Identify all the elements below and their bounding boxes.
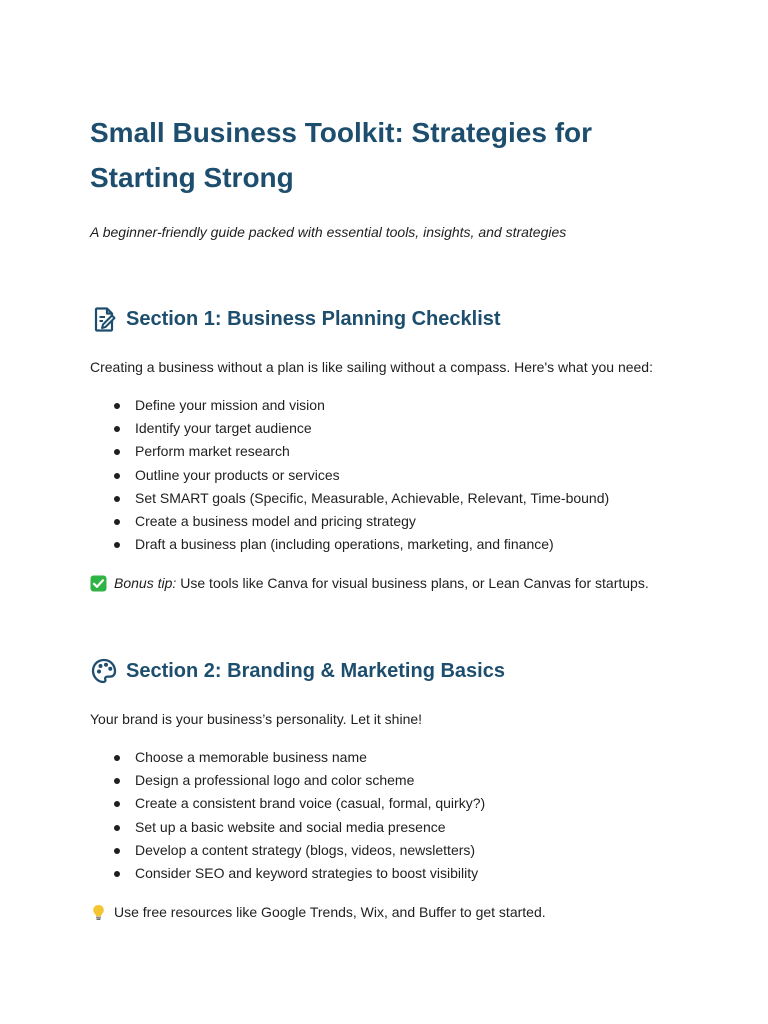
list-item-text: Consider SEO and keyword strategies to boost visibility <box>135 864 479 881</box>
bonus-tip-label: Bonus tip: <box>114 575 177 591</box>
bullet <box>114 496 120 502</box>
list-item <box>90 816 485 839</box>
bullet <box>114 825 120 831</box>
bullet <box>114 848 120 854</box>
list-item-text: Set SMART goals (Specific, Measurable, Achievable, Relevant, Time-bound) <box>135 489 610 506</box>
list-item <box>90 464 609 487</box>
list-item <box>90 862 485 885</box>
document-subtitle: A beginner-friendly guide packed with essential tools, insights, and strategies <box>90 224 567 240</box>
lightbulb-icon <box>90 904 107 921</box>
bullet <box>114 871 120 877</box>
bullet <box>114 403 120 409</box>
bullet <box>114 801 120 807</box>
bullet <box>114 519 120 525</box>
list-item <box>90 769 485 792</box>
palette-icon <box>90 657 118 685</box>
list-item-text: Choose a memorable business name <box>135 749 367 765</box>
list-item <box>90 510 609 533</box>
section-2-heading <box>90 655 505 687</box>
list-item <box>90 792 485 815</box>
bonus-tip-text: Use tools like Canva for visual business plans, or Lean Canvas for startups. <box>180 575 649 591</box>
section-1-heading <box>90 303 501 335</box>
section-1-list <box>90 394 609 556</box>
list-item <box>90 746 485 769</box>
document-title: Small Business Toolkit: Strategies for Starting Strong <box>90 117 593 193</box>
section-2-list <box>90 746 485 885</box>
list-item-text: Design a professional logo and color scheme <box>135 772 415 789</box>
list-item-text: Define your mission and vision <box>135 397 325 413</box>
list-item <box>90 440 609 463</box>
bullet <box>114 473 120 479</box>
section-1-bonus-tip <box>90 573 649 593</box>
bullet <box>114 755 120 761</box>
bullet <box>114 449 120 455</box>
list-item-text: Identify your target audience <box>135 420 312 437</box>
list-item-text: Set up a basic website and social media presence <box>135 818 446 835</box>
bullet <box>114 542 120 548</box>
section-2-intro: Your brand is your business’s personality. Let it shine! <box>90 711 423 727</box>
list-item-text: Outline your products or services <box>135 466 340 483</box>
bullet <box>114 778 120 784</box>
list-item-text: Develop a content strategy (blogs, videos, newsletters) <box>135 841 476 858</box>
list-item <box>90 417 609 440</box>
document-edit-icon <box>90 305 118 333</box>
list-item-text: Draft a business plan (including operations, marketing, and finance) <box>135 536 554 553</box>
section-1-heading-text: Section 1: Business Planning Checklist <box>126 307 501 330</box>
section-1-intro: Creating a business without a plan is like sailing without a compass. Here's what you need: <box>90 359 653 375</box>
section-2-heading-text: Section 2: Branding & Marketing Basics <box>126 659 505 682</box>
list-item-text: Create a business model and pricing strategy <box>135 512 416 529</box>
list-item <box>90 839 485 862</box>
list-item <box>90 533 609 556</box>
list-item-text: Perform market research <box>135 443 290 460</box>
list-item <box>90 394 609 417</box>
bullet <box>114 426 120 432</box>
tip-text: Use free resources like Google Trends, Wix, and Buffer to get started. <box>114 904 546 920</box>
list-item-text: Create a consistent brand voice (casual, formal, quirky?) <box>135 795 486 812</box>
section-2-tip <box>90 902 546 922</box>
check-mark-icon <box>90 575 107 592</box>
list-item <box>90 487 609 510</box>
